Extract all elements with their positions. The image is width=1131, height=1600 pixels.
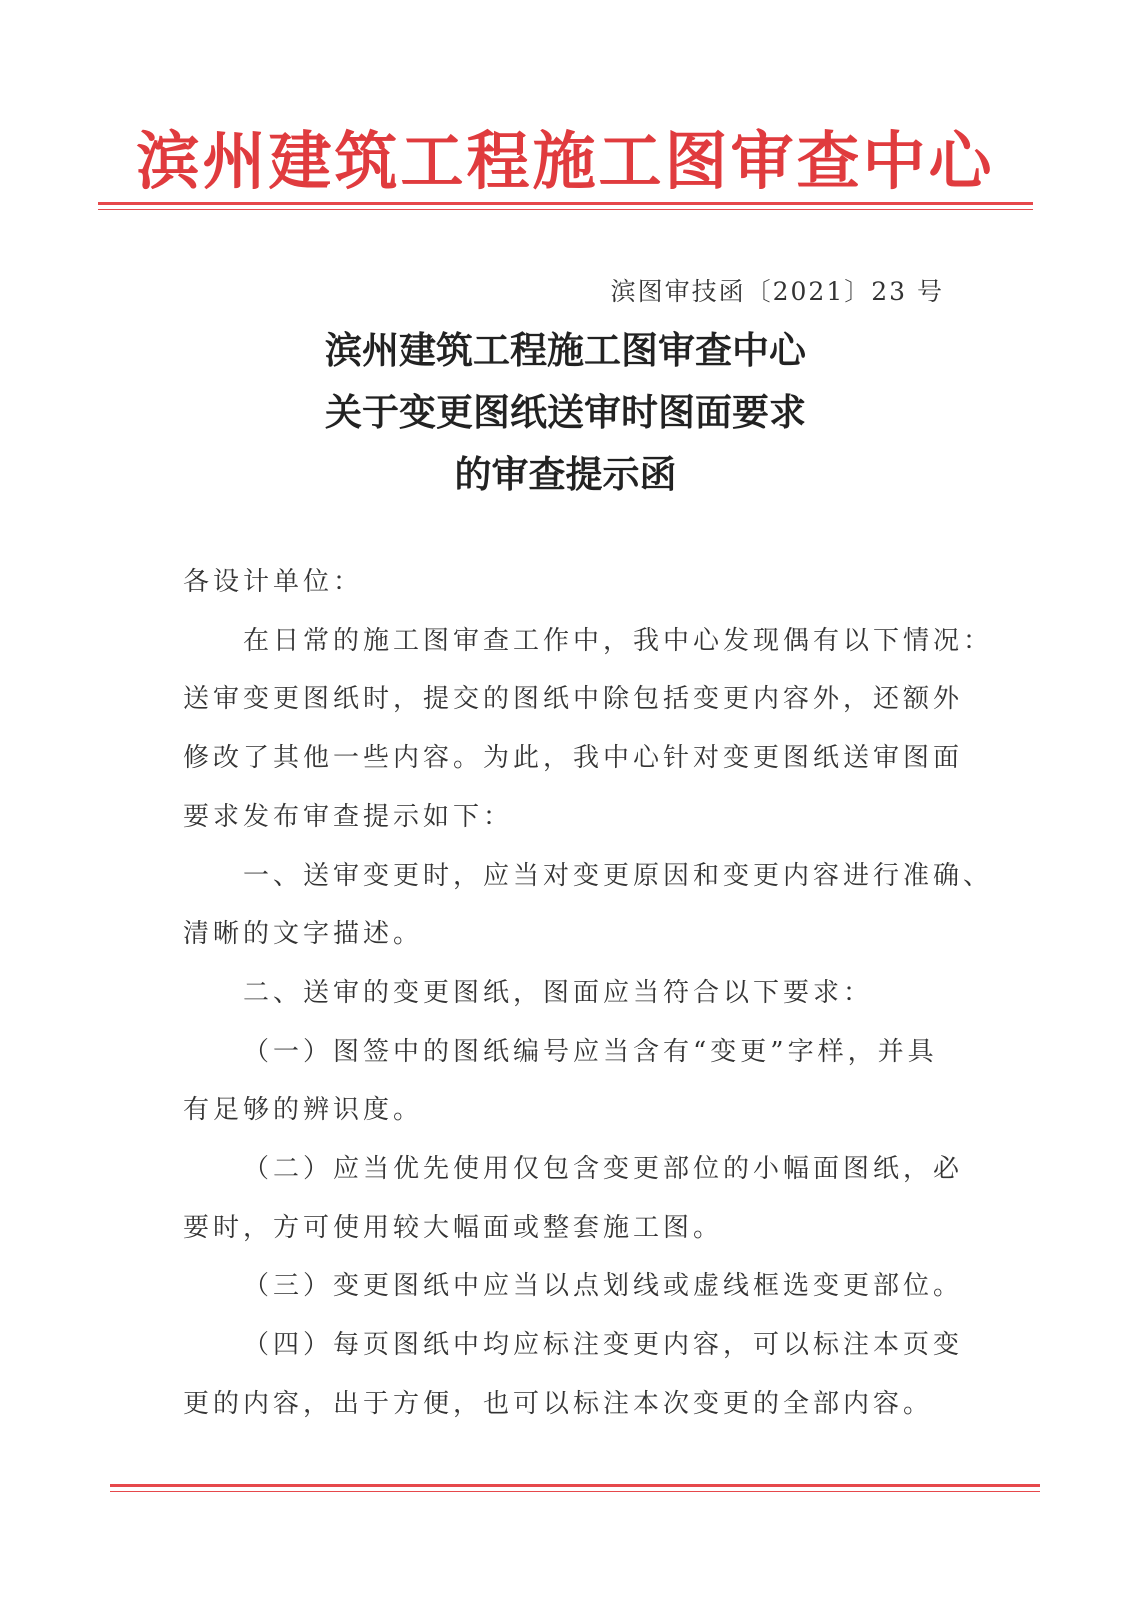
body-line-10: （二）应当优先使用仅包含变更部位的小幅面图纸，必 bbox=[243, 1154, 964, 1185]
document-body bbox=[183, 553, 994, 1434]
body-line-4: 要求发布审查提示如下： bbox=[183, 801, 514, 832]
letterhead-rule-thin bbox=[98, 209, 1033, 210]
body-line-9: 有足够的辨识度。 bbox=[183, 1095, 424, 1126]
body-line-12: （三）变更图纸中应当以点划线或虚线框选变更部位。 bbox=[243, 1271, 964, 1302]
body-line-2: 送审变更图纸时，提交的图纸中除包括变更内容外，还额外 bbox=[183, 684, 964, 715]
document-number: 滨图审技函〔2021〕23 号 bbox=[610, 277, 944, 306]
letterhead-rule-thick bbox=[98, 202, 1033, 205]
title-line-2: 关于变更图纸送审时图面要求 bbox=[325, 391, 806, 434]
document-title bbox=[140, 320, 991, 506]
letterhead-title: 滨州建筑工程施工图审查中心 bbox=[136, 125, 995, 198]
body-line-3: 修改了其他一些内容。为此，我中心针对变更图纸送审图面 bbox=[183, 743, 964, 774]
footer-rule-thick bbox=[110, 1484, 1040, 1487]
body-line-1: 在日常的施工图审查工作中，我中心发现偶有以下情况： bbox=[243, 625, 994, 656]
body-line-11: 要时，方可使用较大幅面或整套施工图。 bbox=[183, 1212, 724, 1243]
body-line-8: （一）图签中的图纸编号应当含有“变更”字样，并具 bbox=[243, 1036, 938, 1067]
footer-rule-thin bbox=[110, 1491, 1040, 1492]
body-line-6: 清晰的文字描述。 bbox=[183, 919, 424, 950]
salutation: 各设计单位： bbox=[183, 567, 364, 597]
title-line-3: 的审查提示函 bbox=[454, 453, 677, 496]
body-line-5: 一、送审变更时，应当对变更原因和变更内容进行准确、 bbox=[243, 860, 994, 891]
body-line-7: 二、送审的变更图纸，图面应当符合以下要求： bbox=[243, 977, 874, 1008]
title-line-1: 滨州建筑工程施工图审查中心 bbox=[325, 329, 806, 372]
body-line-13: （四）每页图纸中均应标注变更内容，可以标注本页变 bbox=[243, 1330, 964, 1361]
body-line-14: 更的内容，出于方便，也可以标注本次变更的全部内容。 bbox=[183, 1388, 934, 1419]
